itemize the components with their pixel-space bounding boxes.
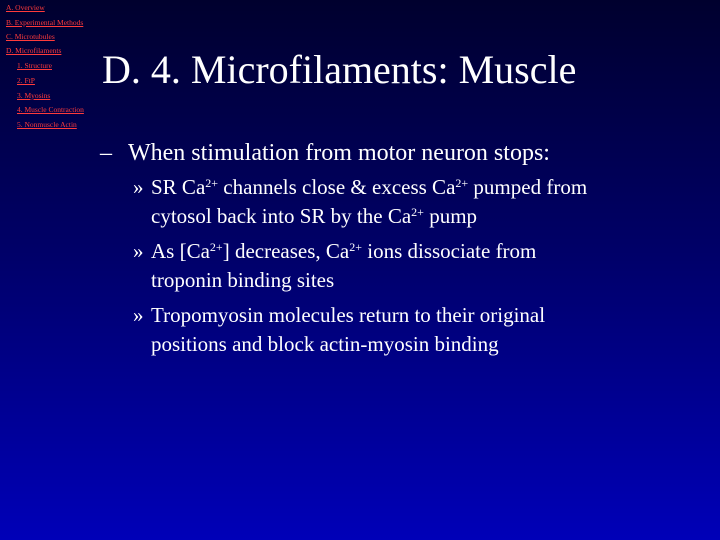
text-segment: As [Ca <box>151 239 210 263</box>
text-segment: pump <box>423 203 478 228</box>
sub-bullet-sr-channels <box>133 173 693 230</box>
level1-bullet <box>100 138 550 168</box>
nav-link-ftp[interactable]: 2. FtP <box>17 76 35 85</box>
text-segment: positions and block actin-myosin binding <box>151 331 499 356</box>
nav-link-overview[interactable]: A. Overview <box>6 3 45 12</box>
nav-link-microtubules[interactable]: C. Microtubules <box>6 32 55 41</box>
bullet-line <box>133 237 693 266</box>
sub-bullet-tropomyosin <box>133 301 693 358</box>
bullet-line <box>133 266 693 295</box>
sub-bullet-calcium-decrease <box>133 237 693 294</box>
nav-link-structure[interactable]: 1. Structure <box>17 61 52 70</box>
text-segment: SR Ca <box>151 175 206 199</box>
nav-link-microfilaments[interactable]: D. Microfilaments <box>6 46 62 55</box>
text-segment: troponin binding sites <box>151 267 335 292</box>
superscript: 2+ <box>349 240 362 254</box>
chevron-marker: » <box>133 239 144 263</box>
nav-link-experimental-methods[interactable]: B. Experimental Methods <box>6 18 84 27</box>
text-segment: cytosol back into SR by the Ca <box>151 203 412 228</box>
nav-link-myosins[interactable]: 3. Myosins <box>17 91 51 100</box>
dash-marker: – <box>100 140 112 166</box>
level1-text: When stimulation from motor neuron stops: <box>128 140 550 166</box>
text-segment: ions dissociate from <box>362 239 537 263</box>
text-segment: pumped from <box>468 175 588 199</box>
nav-link-nonmuscle-actin[interactable]: 5. Nonmuscle Actin <box>17 120 77 129</box>
chevron-marker: » <box>133 175 144 199</box>
superscript: 2+ <box>411 204 424 219</box>
chevron-marker: » <box>133 303 144 327</box>
superscript: 2+ <box>205 176 219 190</box>
nav-link-muscle-contraction[interactable]: 4. Muscle Contraction <box>17 105 84 114</box>
bullet-line <box>133 301 693 330</box>
slide-title: D. 4. Microfilaments: Muscle <box>102 47 577 92</box>
text-segment: ] decreases, Ca <box>222 239 350 263</box>
superscript: 2+ <box>455 176 469 190</box>
superscript: 2+ <box>209 240 223 254</box>
bullet-line <box>133 173 693 202</box>
text-segment: channels close & excess Ca <box>218 175 456 199</box>
text-segment: Tropomyosin molecules return to their original <box>151 303 546 327</box>
bullet-line <box>133 330 693 359</box>
bullet-line <box>133 202 693 231</box>
